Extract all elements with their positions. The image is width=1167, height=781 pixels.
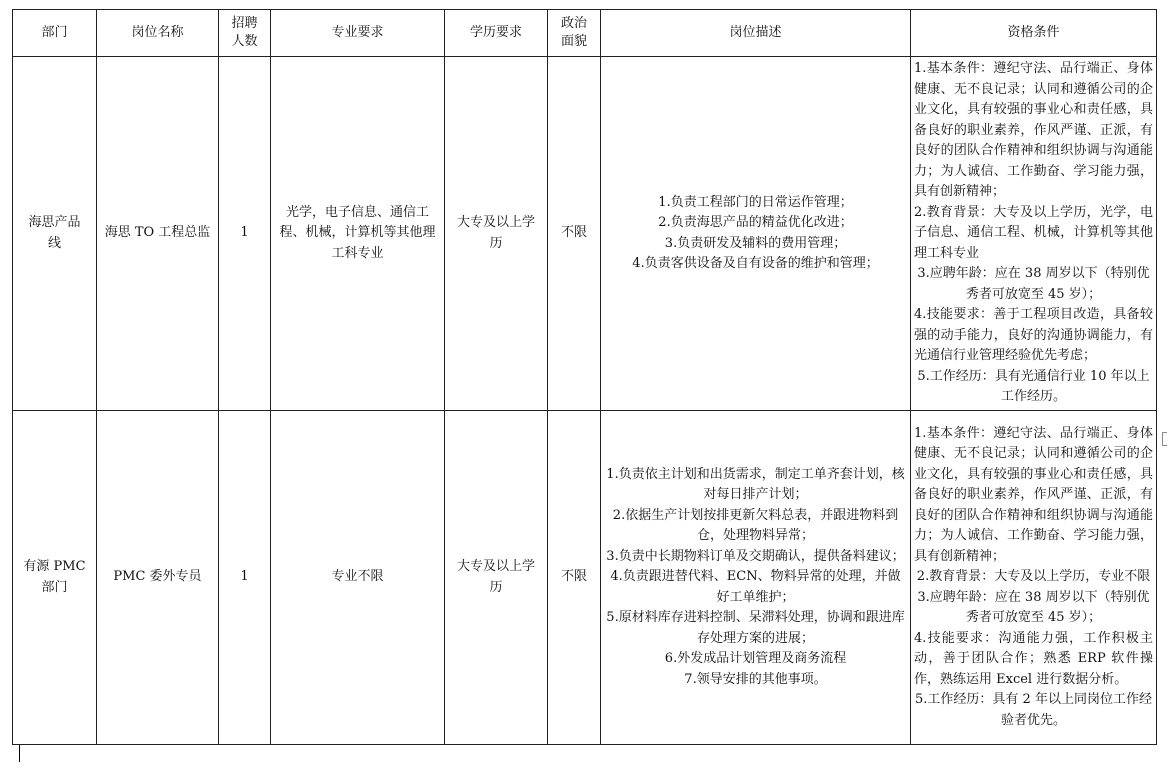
qualification-item: 4.技能要求：沟通能力强，工作积极主动，善于团队合作；熟悉 ERP 软件操作，熟练运用 Excel 进行数据分析。 [914, 630, 1153, 687]
cell-dept: 海思产品线 [13, 57, 97, 411]
header-count [219, 10, 271, 57]
table-row [13, 57, 1157, 411]
cell-qualification [911, 411, 1157, 745]
description-item: 3.负责中长期物料订单及交期确认，提供备料建议； [606, 548, 905, 564]
cell-major: 专业不限 [271, 411, 445, 745]
qualification-item: 5.工作经历：具有 2 年以上同岗位工作经验者优先。 [915, 692, 1152, 728]
cell-education: 大专及以上学历 [445, 57, 548, 411]
cell-count: 1 [219, 57, 271, 411]
qualification-item: 5.工作经历：具有光通信行业 10 年以上工作经历。 [917, 368, 1150, 405]
cell-political: 不限 [548, 57, 601, 411]
header-position: 岗位名称 [97, 10, 219, 57]
header-political-line2: 面貌 [560, 34, 587, 49]
cell-major: 光学，电子信息、通信工程、机械，计算机等其他理工科专业 [271, 57, 445, 411]
qualification-item: 1.基本条件：遵纪守法、品行端正、身体健康、无不良记录；认同和遵循公司的企业文化，具有较强的事业心和责任感，具备良好的职业素养，作风严谨、正派，有良好的团队合作精神和组织协调与沟通能力；为人诚信、工作勤奋、学习能力强，具有创新精神； [914, 425, 1153, 564]
qualification-item: 3.应聘年龄：应在 38 周岁以下（特别优秀者可放宽至 45 岁）； [917, 589, 1150, 626]
cell-dept: 有源 PMC 部门 [13, 411, 97, 745]
header-political [548, 10, 601, 57]
description-item: 5.原材料库存进料控制、呆滞料处理，协调和跟进库存处理方案的进展； [606, 610, 905, 646]
header-dept: 部门 [13, 10, 97, 57]
qualification-item: 4.技能要求：善于工程项目改造，具备较强的动手能力，良好的沟通协调能力，有光通信行业管理经验优先考虑； [914, 307, 1153, 364]
table-row [13, 411, 1157, 745]
description-item: 6.外发成品计划管理及商务流程 [664, 651, 847, 667]
description-item: 1.负责工程部门的日常运作管理； [658, 194, 853, 210]
description-item: 2.负责海思产品的精益优化改进； [658, 215, 853, 230]
header-major: 专业要求 [271, 10, 445, 57]
description-item: 1.负责依主计划和出货需求，制定工单齐套计划，核对每日排产计划； [606, 466, 905, 503]
description-item: 2.依据生产计划按排更新欠料总表，并跟进物料到仓，处理物料异常； [612, 507, 899, 544]
cell-description [601, 411, 911, 745]
cell-description [601, 57, 911, 411]
header-qualification: 资格条件 [911, 10, 1157, 57]
qualification-item: 3.应聘年龄：应在 38 周岁以下（特别优秀者可放宽至 45 岁）； [917, 266, 1150, 302]
cell-political: 不限 [548, 411, 601, 745]
table-resize-handle[interactable] [1162, 432, 1167, 446]
cell-qualification [911, 57, 1157, 411]
qualification-item: 1.基本条件：遵纪守法、品行端正、身体健康、无不良记录；认同和遵循公司的企业文化，具有较强的事业心和责任感，具备良好的职业素养，作风严谨、正派，有良好的团队合作精神和组织协调与沟通能力；为人诚信、工作勤奋、学习能力强，具有创新精神； [914, 61, 1153, 200]
header-education: 学历要求 [445, 10, 548, 57]
header-count-line2: 人数 [231, 34, 258, 49]
description-item: 4.负责跟进替代料、ECN、物料异常的处理，并做好工单维护； [610, 569, 901, 605]
cell-count: 1 [219, 411, 271, 745]
description-item: 7.领导安排的其他事项。 [684, 671, 827, 687]
header-row [13, 10, 1157, 57]
header-count-line1: 招聘 [231, 16, 258, 31]
header-description: 岗位描述 [601, 10, 911, 57]
qualification-item: 2.教育背景：大专及以上学历，专业不限 [916, 569, 1151, 585]
text-cursor [19, 745, 20, 762]
description-item: 4.负责客供设备及自有设备的维护和管理； [632, 256, 879, 271]
description-item: 3.负责研发及辅料的费用管理； [664, 235, 847, 251]
cell-education: 大专及以上学历 [445, 411, 548, 745]
qualification-item: 2.教育背景：大专及以上学历，光学，电子信息、通信工程、机械，计算机等其他理工科专业 [914, 204, 1153, 261]
recruitment-table [12, 9, 1157, 745]
cell-position: PMC 委外专员 [97, 411, 219, 745]
header-political-line1: 政治 [560, 16, 587, 31]
cell-position: 海思 TO 工程总监 [97, 57, 219, 411]
